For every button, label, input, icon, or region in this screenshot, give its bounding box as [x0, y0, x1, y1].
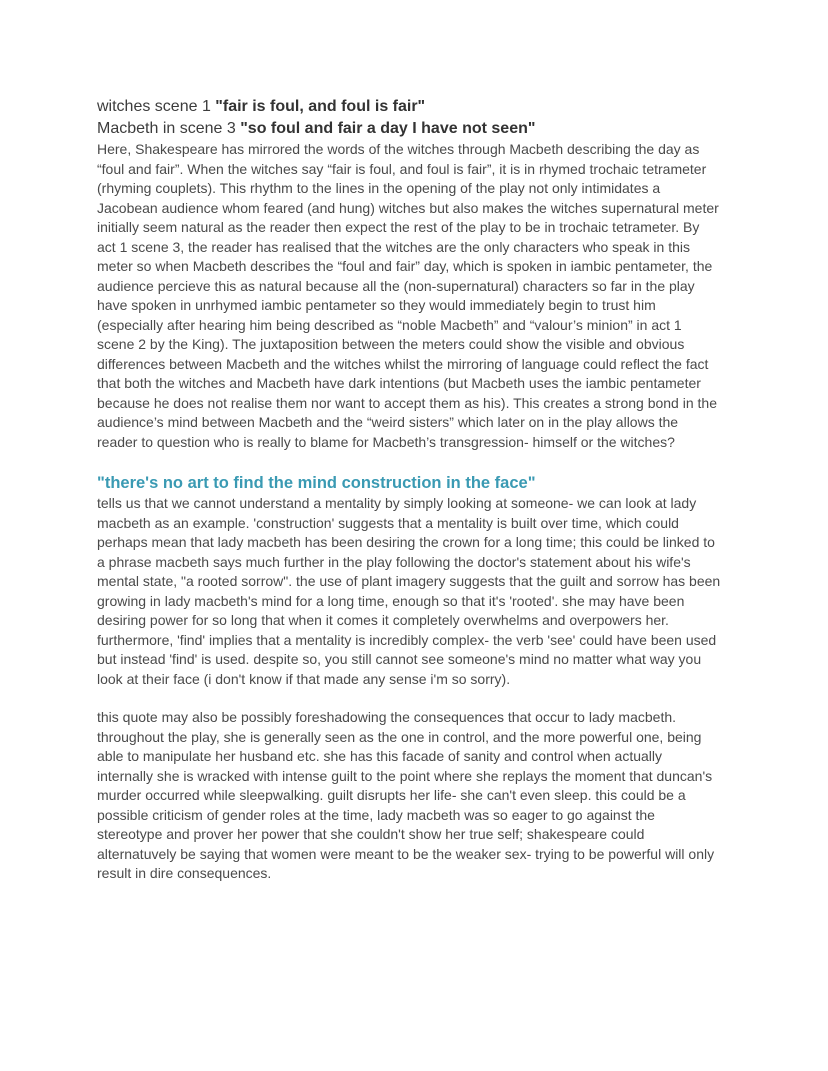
- paragraph-line: Here, Shakespeare has mirrored the words of the witches through Macbeth describing the day as: [97, 141, 700, 157]
- paragraph-line: alternatuvely be saying that women were meant to be the weaker sex- trying to be powerful will only: [97, 845, 715, 862]
- paragraph-line: mental state, "a rooted sorrow". the use of plant imagery suggests that the guilt and sorrow has been: [97, 573, 721, 589]
- paragraph-line: Jacobean audience whom feared (and hung) witches but also makes the witches supernatural meter: [97, 199, 719, 216]
- document-page: [97, 96, 747, 884]
- paragraph-line: result in dire consequences.: [97, 865, 272, 881]
- paragraph-line: internally she is wracked with intense guilt to the point where she replays the moment that duncan's: [97, 767, 713, 784]
- paragraph-line: possible criticism of gender roles at the time, lady macbeth was so eager to go against the: [97, 806, 655, 823]
- paragraph-line: initially seem natural as the reader then expect the rest of the play to be in trochaic tetrameter. By: [97, 219, 700, 235]
- paragraph-line: audience percieve this as natural because all the (non-supernatural) characters so far in the play: [97, 277, 695, 294]
- paragraph-line: this quote may also be possibly foreshadowing the consequences that occur to lady macbeth.: [97, 709, 677, 725]
- paragraph-line: tells us that we cannot understand a mentality by simply looking at someone- we can look at lady: [97, 495, 697, 511]
- paragraph-line: “foul and fair”. When the witches say “fair is foul, and foul is fair”, it is in rhymed trochaic tetrameter: [97, 160, 707, 177]
- paragraph-line: reader to question who is really to blame for Macbeth’s transgression- himself or the witches?: [97, 433, 675, 450]
- intro-line-witches: [97, 96, 747, 118]
- paragraph-line: meter so when Macbeth describes the “foul and fair” day, which is spoken in iambic pentameter, the: [97, 258, 713, 274]
- intro-line-witches-prefix: witches scene 1: [97, 98, 216, 115]
- paragraph-line: growing in lady macbeth's mind for a long time, enough so that it's 'rooted'. she may have been: [97, 592, 685, 609]
- paragraph-line: that both the witches and Macbeth have dark intentions (but Macbeth uses the iambic pentameter: [97, 375, 701, 391]
- paragraph-line: perhaps mean that lady macbeth has been desiring the crown for a long time; this could be linked to: [97, 534, 715, 550]
- intro-line-macbeth: [97, 118, 747, 140]
- paragraph-line: differences between Macbeth and the witches whilst the mirroring of language could reflect the fact: [97, 355, 709, 372]
- paragraph-line: stereotype and prover her power that she couldn't show her true self; shakespeare could: [97, 826, 645, 842]
- paragraph-line: desiring power for so long that when it comes it completely overwhelms and overpowers her.: [97, 612, 669, 628]
- paragraph-line: because he does not realise them nor want to accept them as his). This creates a strong bond in the: [97, 394, 717, 411]
- analysis-paragraph-mind-construction: [97, 494, 747, 689]
- paragraph-line: a phrase macbeth says much further in the play following the doctor's statement about his wife's: [97, 553, 691, 570]
- paragraph-line: (especially after hearing him being described as “noble Macbeth” and “valour’s minion” in act 1: [97, 316, 682, 333]
- paragraph-line: scene 2 by the King). The juxtaposition between the meters could show the visible and obvious: [97, 336, 685, 352]
- analysis-paragraph-fair-foul: [97, 140, 747, 452]
- intro-line-macbeth-prefix: Macbeth in scene 3: [97, 120, 241, 137]
- intro-line-macbeth-quote: "so foul and fair a day I have not seen": [240, 120, 536, 137]
- paragraph-line: but instead 'find' is used. despite so, you still cannot see someone's mind no matter what way you: [97, 651, 702, 667]
- paragraph-line: have spoken in unrhymed iambic pentameter so they would immediately begin to trust him: [97, 297, 656, 313]
- paragraph-line: look at their face (i don't know if that made any sense i'm so sorry).: [97, 670, 511, 687]
- paragraph-line: murder occurred while sleepwalking. guilt disrupts her life- she can't even sleep. this could be a: [97, 787, 686, 803]
- section-heading-mind-construction: "there's no art to find the mind construction in the face": [97, 474, 536, 492]
- paragraph-line: throughout the play, she is generally seen as the one in control, and the more powerful one, being: [97, 728, 702, 745]
- analysis-paragraph-foreshadowing: [97, 708, 747, 884]
- intro-line-witches-quote: "fair is foul, and foul is fair": [215, 98, 426, 115]
- paragraph-line: (rhyming couplets). This rhythm to the lines in the opening of the play not only intimidates a: [97, 180, 661, 196]
- paragraph-line: macbeth as an example. 'construction' suggests that a mentality is built over time, which could: [97, 514, 679, 531]
- paragraph-line: furthermore, 'find' implies that a mentality is incredibly complex- the verb 'see' could have been used: [97, 631, 717, 648]
- paragraph-line: act 1 scene 3, the reader has realised that the witches are the only characters who speak in this: [97, 238, 690, 255]
- paragraph-line: audience’s mind between Macbeth and the “weird sisters” which later on in the play allows the: [97, 414, 679, 430]
- paragraph-line: able to manipulate her husband etc. she has this facade of sanity and control when actually: [97, 748, 663, 764]
- paragraph-spacer: [97, 689, 747, 708]
